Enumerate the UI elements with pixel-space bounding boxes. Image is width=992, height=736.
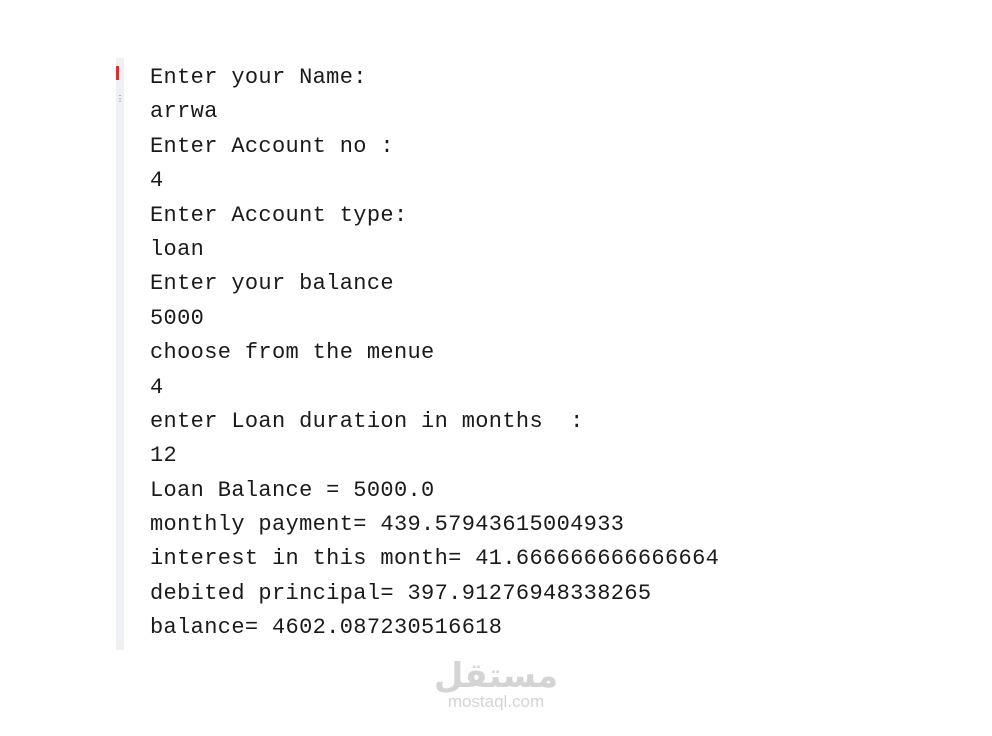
console-line: choose from the menue xyxy=(150,340,435,366)
mostaql-watermark xyxy=(420,656,572,712)
hint-marker-icon: ⋮ xyxy=(116,95,124,104)
console-line: balance= 4602.087230516618 xyxy=(150,615,503,641)
watermark-site: mostaql.com xyxy=(447,692,545,711)
editor-gutter xyxy=(116,58,124,650)
console-line: 4 xyxy=(150,168,164,194)
console-output-panel xyxy=(116,58,836,650)
console-line: debited principal= 397.91276948338265 xyxy=(150,580,652,606)
console-line: 12 xyxy=(150,443,178,469)
console-line: loan xyxy=(150,236,205,262)
console-line: interest in this month= 41.666666666666664 xyxy=(150,546,720,572)
console-line: enter Loan duration in months : xyxy=(150,408,584,434)
console-line: Enter Account type: xyxy=(150,202,408,228)
console-line: Enter your balance xyxy=(150,271,394,297)
console-line: 4 xyxy=(150,374,164,400)
console-lines xyxy=(150,61,719,646)
console-line: arrwa xyxy=(150,99,218,125)
console-line: 5000 xyxy=(150,305,205,331)
console-line: monthly payment= 439.57943615004933 xyxy=(150,512,625,538)
watermark-logo: مستقل xyxy=(433,656,559,696)
console-line: Enter your Name: xyxy=(150,65,367,90)
console-line: Loan Balance = 5000.0 xyxy=(150,477,435,503)
console-line: Enter Account no : xyxy=(150,133,394,159)
error-marker-icon xyxy=(116,66,119,80)
